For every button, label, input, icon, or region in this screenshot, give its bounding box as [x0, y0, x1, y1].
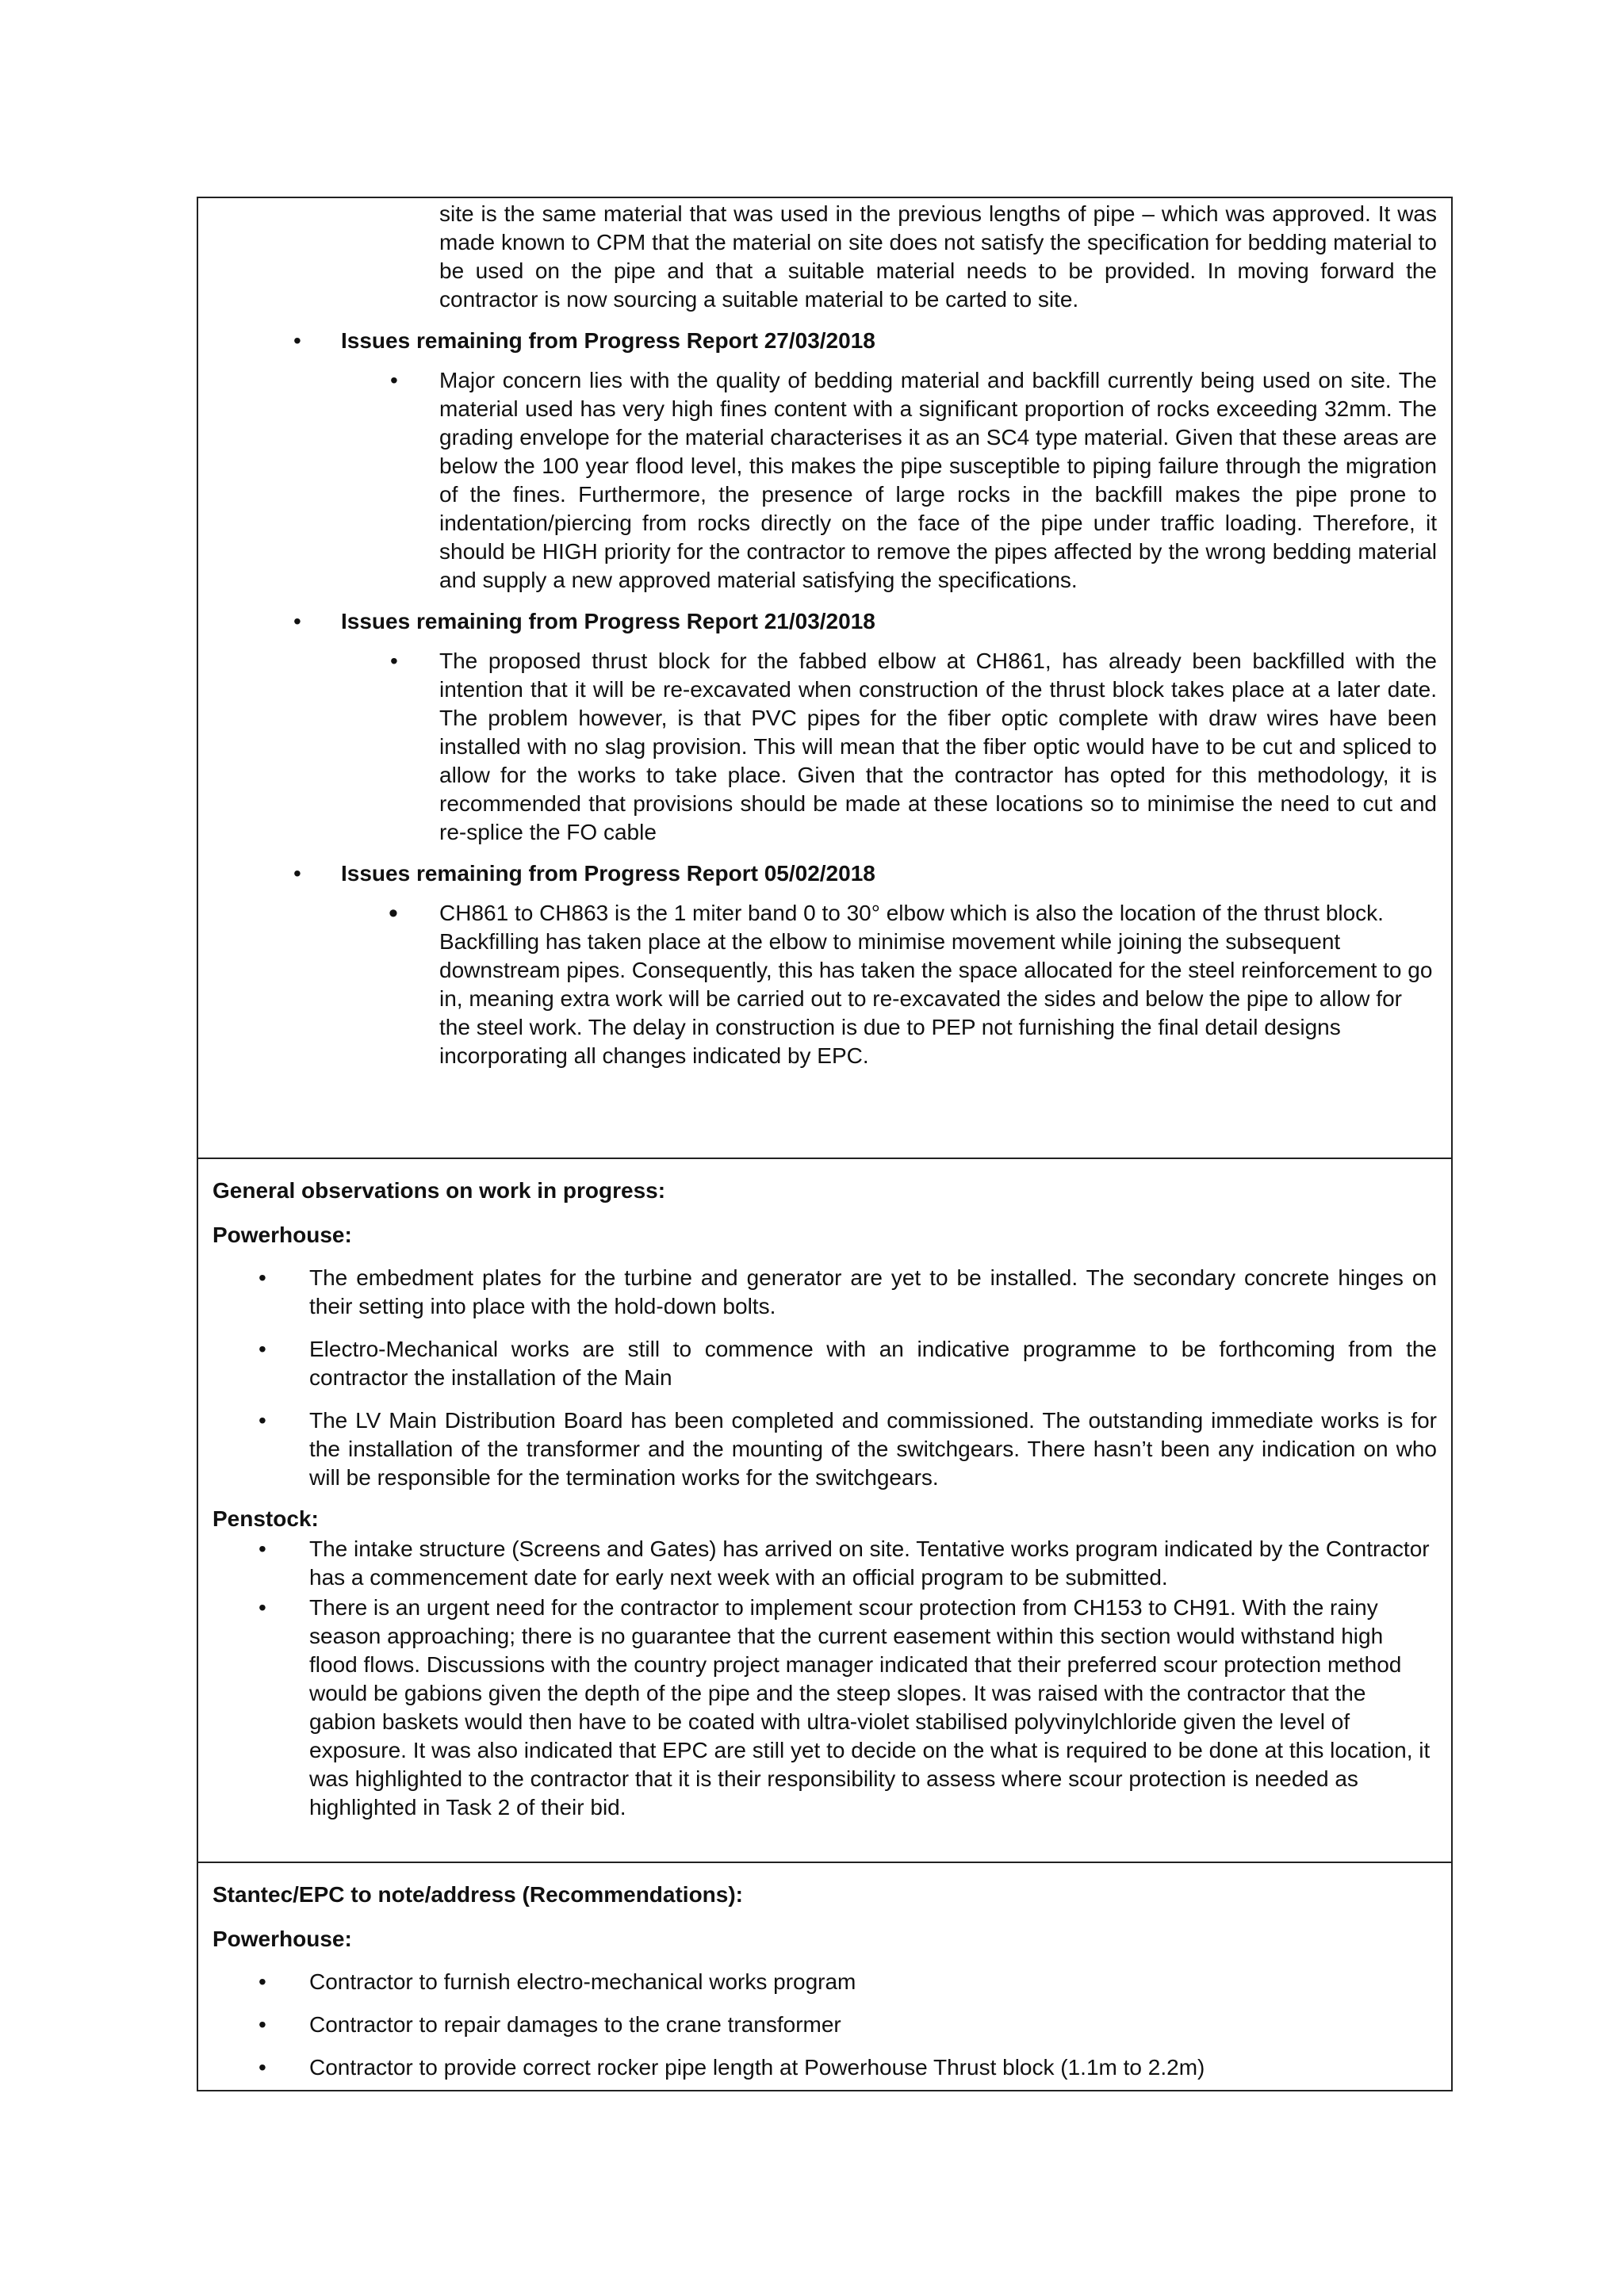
- recommendation-text: Contractor to furnish electro-mechanical works program: [309, 1969, 856, 1994]
- bullet-icon: •: [259, 1265, 266, 1290]
- observation-text: Electro-Mechanical works are still to commence with an indicative programme to be forthcoming from the contractor the installation of the Main: [309, 1337, 1437, 1390]
- bullet-icon: •: [390, 368, 398, 392]
- issue-item-text: The proposed thrust block for the fabbed elbow at CH861, has already been backfilled with the intention that it will be re-excavated when construction of the thrust block takes place at a later date. The problem however, is that PVC pipes for the fiber optic complete with draw wires have been installed with no slag provision. This will mean that the fiber optic would have to be cut and spliced to allow for the works to take place. Given that the contractor has opted for this methodology, it is recommended that provisions should be made at these locations so to minimise the need to cut and re-splice the FO cable: [439, 649, 1437, 844]
- bullet-icon: •: [293, 861, 301, 886]
- observation-text: There is an urgent need for the contractor to implement scour protection from CH153 to CH91. With the rainy season approaching; there is no guarantee that the current easement within this section would withstand high flood flows. Discussions with the country project manager indicated that their preferred scour protection method would be gabions given the depth of the pipe and the steep slopes. It was raised with the contractor that the gabion baskets would then have to be coated with ultra-violet stabilised polyvinylchloride given the level of exposure. It was also indicated that EPC are still yet to decide on the what is required to be done at this location, it was highlighted to the contractor that it is their responsibility to assess where scour protection is needed as highlighted in Task 2 of their bid.: [309, 1595, 1431, 1820]
- powerhouse-heading: Powerhouse:: [213, 1223, 352, 1247]
- bullet-icon: •: [259, 1536, 266, 1561]
- issue-item: [390, 647, 1437, 847]
- observation-text: The LV Main Distribution Board has been completed and commissioned. The outstanding immediate works is for the installation of the transformer and the mounting of the switchgears. There hasn’t been any indication on who will be responsible for the termination works for the switchgears.: [309, 1408, 1437, 1490]
- recommendation-item: [259, 2053, 1437, 2082]
- bullet-icon: •: [389, 898, 398, 928]
- penstock-heading: Penstock:: [213, 1506, 319, 1531]
- recommendation-text: Contractor to provide correct rocker pipe length at Powerhouse Thrust block (1.1m to 2.2m): [309, 2055, 1205, 2080]
- recommendation-item: [259, 1968, 1437, 1996]
- observation-item: [259, 1406, 1437, 1492]
- observation-text: The intake structure (Screens and Gates) has arrived on site. Tentative works program indicated by the Contractor has a commencement date for early next week with an official program to be submitted.: [309, 1536, 1430, 1590]
- bullet-icon: •: [259, 1969, 266, 1994]
- bullet-icon: •: [293, 328, 301, 353]
- report-table: [197, 197, 1453, 2091]
- issue-item-text: Major concern lies with the quality of bedding material and backfill currently being used on site. The material used has very high fines content with a significant proportion of rocks exceeding 32mm. The grading envelope for the material characterises it as an SC4 type material. Given that these areas are below the 100 year flood level, this makes the pipe susceptible to piping failure through the migration of the fines. Furthermore, the presence of large rocks in the backfill makes the pipe prone to indentation/piercing from rocks directly on the face of the pipe under traffic loading. Therefore, it should be HIGH priority for the contractor to remove the pipes affected by the wrong bedding material and supply a new approved material satisfying the specifications.: [439, 368, 1437, 592]
- bullet-icon: •: [259, 2012, 266, 2037]
- bullet-icon: •: [259, 1337, 266, 1361]
- observation-item: [259, 1335, 1437, 1392]
- issues-section: [198, 198, 1451, 1159]
- observation-item: [259, 1264, 1437, 1321]
- bullet-icon: •: [390, 649, 398, 673]
- continuation-paragraph: site is the same material that was used in the previous lengths of pipe – which was approved. It was made known to CPM that the material on site does not satisfy the specification for bedding material to be used on the pipe and that a suitable material needs to be provided. In moving forward the contractor is now sourcing a suitable material to be carted to site.: [439, 201, 1437, 312]
- bullet-icon: •: [259, 1595, 266, 1620]
- bullet-icon: •: [259, 2055, 266, 2080]
- bullet-icon: •: [259, 1408, 266, 1433]
- observations-heading: General observations on work in progress:: [213, 1178, 666, 1203]
- recommendations-heading: Stantec/EPC to note/address (Recommendations):: [213, 1882, 744, 1907]
- issue-group-title: Issues remaining from Progress Report 05/02/2018: [341, 861, 875, 886]
- observation-text: The embedment plates for the turbine and generator are yet to be installed. The secondary concrete hinges on their setting into place with the hold-down bolts.: [309, 1265, 1437, 1318]
- recommendations-section: [198, 1863, 1451, 2090]
- observation-item: [259, 1594, 1437, 1822]
- powerhouse-heading: Powerhouse:: [213, 1927, 352, 1951]
- recommendation-item: [259, 2011, 1437, 2039]
- issue-item-text: CH861 to CH863 is the 1 miter band 0 to 30° elbow which is also the location of the thrust block. Backfilling has taken place at the elbow to minimise movement while joining the subsequent downstream pipes. Consequently, this has taken the space allocated for the steel reinforcement to go in, meaning extra work will be carried out to re-excavated the sides and below the pipe to allow for the steel work. The delay in construction is due to PEP not furnishing the final detail designs incorporating all changes indicated by EPC.: [439, 901, 1433, 1068]
- issue-group: [293, 607, 1451, 636]
- issue-item: [390, 366, 1437, 595]
- observation-item: [259, 1535, 1437, 1592]
- issue-group: [293, 859, 1451, 888]
- bullet-icon: •: [293, 609, 301, 633]
- issue-group-title: Issues remaining from Progress Report 21/03/2018: [341, 609, 875, 633]
- recommendation-text: Contractor to repair damages to the crane transformer: [309, 2012, 841, 2037]
- issue-group-title: Issues remaining from Progress Report 27/03/2018: [341, 328, 875, 353]
- observations-section: [198, 1159, 1451, 1863]
- issue-group: [293, 327, 1451, 355]
- issue-item: [389, 898, 1437, 1070]
